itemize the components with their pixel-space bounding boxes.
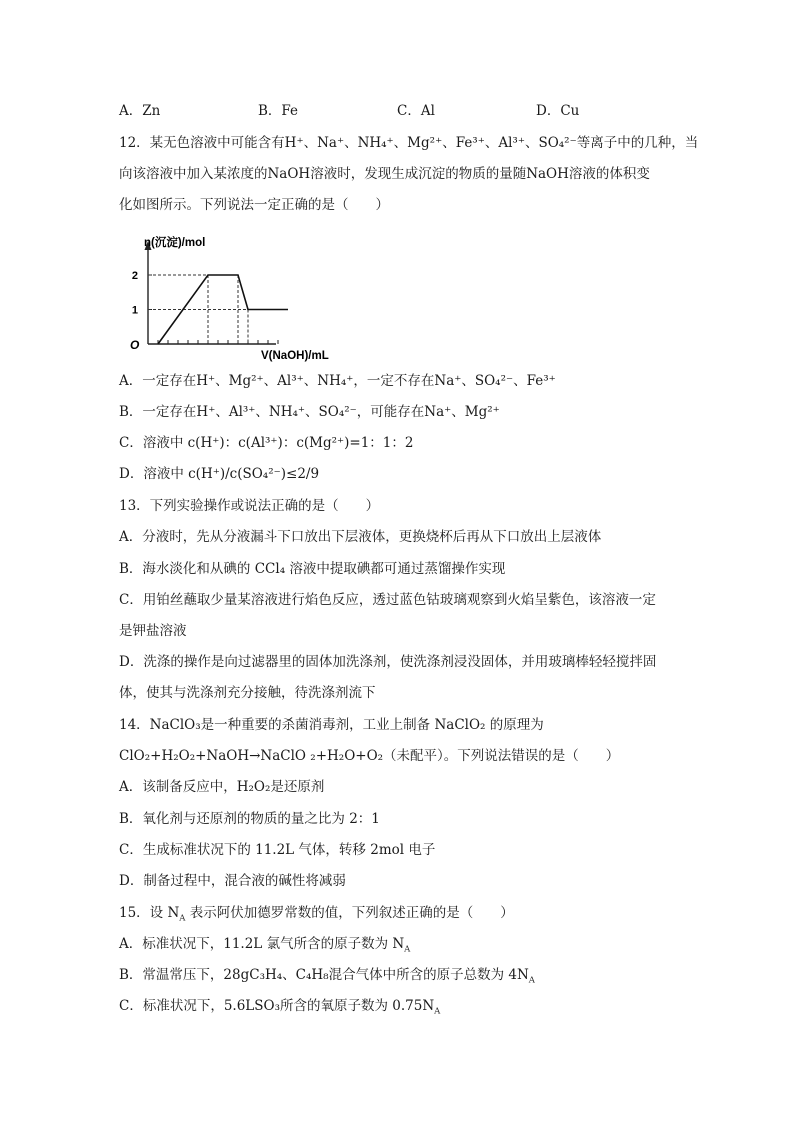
- y-tick-label: 1: [131, 304, 138, 317]
- q12-option-d: D．溶液中 c(H⁺)/c(SO₄²⁻)≤2/9: [119, 466, 320, 482]
- precipitate-chart: [126, 232, 346, 362]
- q15-option-a: A．标准状况下，11.2L 氯气所含的原子数为 $N_A$: [119, 936, 411, 955]
- q13-option-d-line-2: 体，使其与洗涤剂充分接触，待洗涤剂流下: [119, 685, 376, 701]
- q11-option-b: B．Fe: [258, 103, 299, 119]
- q11-option-d: D．Cu: [536, 103, 580, 119]
- q12-stem-line-2: 向该溶液中加入某浓度的NaOH溶液时，发现生成沉淀的物质的量随NaOH溶液的体积变: [119, 166, 650, 182]
- q13-stem: 13．下列实验操作或说法正确的是（ ）: [119, 498, 380, 514]
- q12-option-c: C．溶液中 c(H⁺)：c(Al³⁺)：c(Mg²⁺)=1：1：2: [119, 435, 414, 451]
- q14-option-b: B．氧化剂与还原剂的物质的量之比为 2：1: [119, 811, 380, 827]
- origin-label: O: [130, 338, 140, 352]
- q11-option-c: C．Al: [397, 103, 435, 119]
- q14-option-c: C．生成标准状况下的 11.2L 气体，转移 2mol 电子: [119, 842, 436, 858]
- q13-option-b: B．海水淡化和从碘的 CCl₄ 溶液中提取碘都可通过蒸馏操作实现: [119, 561, 506, 577]
- y-tick-label: 2: [131, 270, 138, 282]
- y-axis-label: n(沉淀)/mol: [144, 237, 206, 249]
- q12-option-a: A．一定存在H⁺、Mg²⁺、Al³⁺、NH₄⁺，一定不存在Na⁺、SO₄²⁻、Fe³⁺: [119, 373, 556, 389]
- x-axis-label: V(NaOH)/mL: [261, 350, 329, 362]
- q12-stem-line-3: 化如图所示。下列说法一定正确的是（ ）: [119, 197, 389, 213]
- q13-option-d-line-1: D．洗涤的操作是向过滤器里的固体加洗涤剂，使洗涤剂浸没固体，并用玻璃棒轻轻搅拌固: [119, 654, 657, 670]
- q13-option-c-line-1: C．用铂丝蘸取少量某溶液进行焰色反应，透过蓝色钴玻璃观察到火焰呈紫色，该溶液一定: [119, 592, 656, 608]
- q15-stem: 15．设 $N_A$ 表示阿伏加德罗常数的值，下列叙述正确的是（ ）: [119, 905, 514, 924]
- q12-stem-line-1: 12．某无色溶液中可能含有H⁺、Na⁺、NH₄⁺、Mg²⁺、Fe³⁺、Al³⁺、SO₄²⁻等离子中的几种，当: [119, 135, 699, 151]
- q14-stem-line-2: ClO₂+H₂O₂+NaOH→NaClO ₂+H₂O+O₂（未配平）。下列说法错误的是（ ）: [119, 748, 620, 764]
- q14-option-a: A．该制备反应中，H₂O₂是还原剂: [119, 779, 325, 795]
- q15-option-b: B．常温常压下，28gC₃H₄、C₄H₈混合气体中所含的原子总数为 $4N_A$: [119, 967, 535, 986]
- q15-option-c: C．标准状况下，5.6LSO₃所含的氧原子数为 $0.75N_A$: [119, 998, 441, 1017]
- q14-option-d: D．制备过程中，混合液的碱性将减弱: [119, 873, 346, 889]
- q11-option-a: A．Zn: [119, 103, 161, 119]
- q14-stem-line-1: 14．NaClO₃是一种重要的杀菌消毒剂，工业上制备 NaClO₂ 的原理为: [119, 717, 544, 733]
- q13-option-c-line-2: 是钾盐溶液: [119, 623, 187, 639]
- q13-option-a: A．分液时，先从分液漏斗下口放出下层液体，更换烧杯后再从下口放出上层液体: [119, 529, 602, 545]
- q12-option-b: B．一定存在H⁺、Al³⁺、NH₄⁺、SO₄²⁻，可能存在Na⁺、Mg²⁺: [119, 404, 500, 420]
